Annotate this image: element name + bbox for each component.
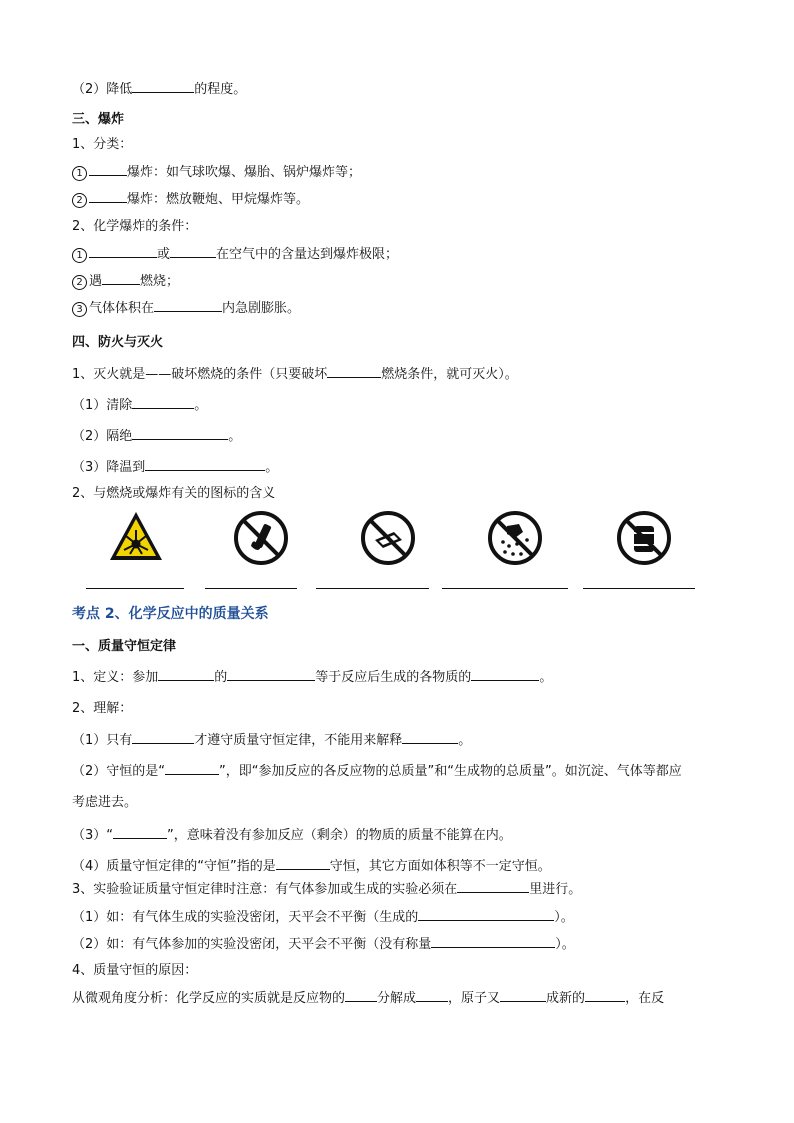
fill-blank[interactable] [132,731,194,744]
line-sign-meanings: 2、与燃烧或爆炸有关的图标的含义 [72,486,276,501]
line-experiment-note: 3、实验验证质量守恒定律时注意：有气体参加或生成的实验必须在 里进行。 [72,882,582,897]
fill-blank[interactable] [89,245,157,258]
line-conservation-reason: 4、质量守恒的原因： [72,963,198,978]
section-heading-conservation-law: 一、质量守恒定律 [72,639,177,654]
line-understanding-3: （3）“ ”，意味着没有参加反应（剩余）的物质的质量不能算在内。 [72,828,512,843]
fill-blank[interactable] [165,762,219,775]
line-condition-2: 2 遇 燃烧； [72,272,179,291]
no-matches-icon [360,510,416,566]
circled-number: 2 [72,275,87,290]
fill-blank[interactable] [585,989,625,1002]
no-flammable-barrel-icon [616,510,672,566]
line-condition-1: 1 或 在空气中的含量达到爆炸极限； [72,245,398,264]
line-example-1: （1）如：有气体生成的实验没密闭，天平会不平衡（生成的 ）。 [72,910,574,925]
fill-blank[interactable] [89,190,127,203]
line-understanding-4: （4）质量守恒定律的“守恒”指的是 守恒，其它方面如体积等不一定守恒。 [72,859,551,874]
circled-number: 1 [72,248,87,263]
fill-blank[interactable] [345,989,377,1002]
line-example-2: （2）如：有气体参加的实验没密闭，天平会不平衡（没有称量 ）。 [72,937,575,952]
fill-blank[interactable] [113,826,167,839]
sign-answer-line[interactable] [316,588,429,589]
section-heading-fire-prevention: 四、防火与灭火 [72,335,164,350]
line-isolate: （2）隔绝 。 [72,429,242,444]
fill-blank[interactable] [418,908,554,921]
circled-number: 1 [72,166,87,181]
sign-answer-line[interactable] [583,588,695,589]
line-reduce: （2）降低 的程度。 [72,82,247,97]
fill-blank[interactable] [402,731,458,744]
line-understanding-1: （1）只有 才遵守质量守恒定律，不能用来解释 。 [72,733,472,748]
line-understanding-2: （2）守恒的是“ ”，即“参加反应的各反应物的总质量”和“生成物的总质量”。如沉淀、气体等都应 [72,764,682,779]
fill-blank[interactable] [170,245,216,258]
line-condition-3: 3 气体体积在 内急剧膨胀。 [72,299,300,318]
no-fireworks-firecracker-icon [487,510,543,566]
section-heading-explosion: 三、爆炸 [72,112,125,127]
fill-blank[interactable] [154,299,222,312]
line-classification: 1、分类： [72,137,133,152]
line-definition: 1、定义：参加 的 等于反应后生成的各物质的 。 [72,670,553,685]
fill-blank[interactable] [102,272,140,285]
fill-blank[interactable] [327,365,381,378]
fill-blank[interactable] [416,989,448,1002]
line-micro-analysis: 从微观角度分析：化学反应的实质就是反应物的 分解成 ，原子又 成新的 ，在反 [72,991,665,1006]
fill-blank[interactable] [158,668,214,681]
line-extinguish-definition: 1、灭火就是——破坏燃烧的条件（只要破坏 燃烧条件，就可灭火）。 [72,367,518,382]
fill-blank[interactable] [431,935,555,948]
topic-heading-mass-relation: 考点 2、化学反应中的质量关系 [72,606,269,622]
no-fireworks-icon [233,510,289,566]
fill-blank[interactable] [132,396,194,409]
fill-blank[interactable] [500,989,546,1002]
line-cool: （3）降温到 。 [72,460,279,475]
fill-blank[interactable] [89,163,127,176]
line-remove: （1）清除 。 [72,398,208,413]
circled-number: 2 [72,193,87,208]
line-explosion-type-2: 2 爆炸：燃放鞭炮、甲烷爆炸等。 [72,190,309,209]
sign-answer-line[interactable] [442,588,568,589]
sign-answer-line[interactable] [86,588,184,589]
fill-blank[interactable] [227,668,315,681]
circled-number: 3 [72,302,87,317]
explosive-warning-icon [108,510,164,562]
fill-blank[interactable] [132,80,194,93]
fill-blank[interactable] [132,427,228,440]
fill-blank[interactable] [471,668,539,681]
line-explosion-type-1: 1 爆炸：如气球吹爆、爆胎、锅炉爆炸等； [72,163,361,182]
line-consider: 考虑进去。 [72,795,138,810]
fill-blank[interactable] [145,458,265,471]
line-explosion-conditions: 2、化学爆炸的条件： [72,219,198,234]
sign-answer-line[interactable] [205,588,297,589]
line-understanding: 2、理解： [72,701,133,716]
fill-blank[interactable] [457,880,529,893]
fill-blank[interactable] [276,857,330,870]
